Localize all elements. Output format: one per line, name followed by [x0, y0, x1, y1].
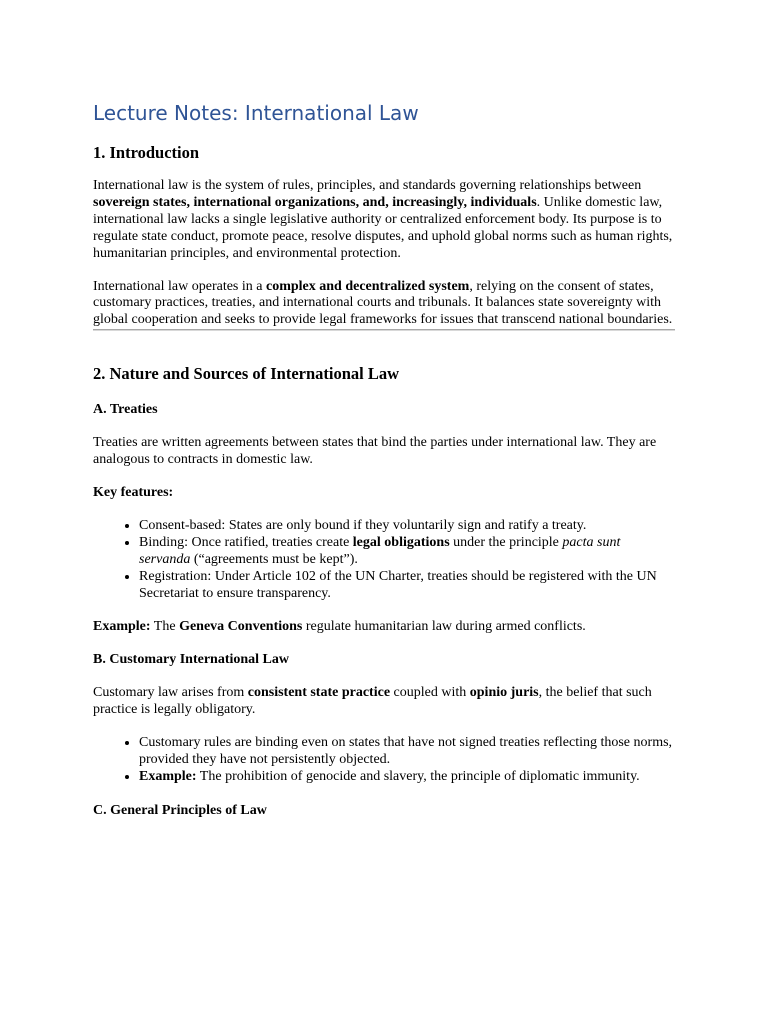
bold-run: opinio juris — [469, 685, 539, 701]
intro-paragraph-1 — [93, 178, 675, 263]
bold-run: Geneva Conventions — [179, 618, 303, 634]
document-content — [93, 99, 675, 820]
text-run: The prohibition of genocide and slavery, the principle of diplomatic immunity. — [196, 769, 640, 785]
bold-run: Key features: — [93, 485, 174, 501]
subheading-treaties: A. Treaties — [93, 402, 158, 418]
text-run: . Unlike domestic law, international law lacks a single legislative authority or centralized enforcement body. Its purpose is to regulate state conduct, promote peace, resolve disputes, and uphold global norms such as human rights, humanitarian principles, and environmental protection. — [93, 194, 673, 261]
text-run: under the principle — [449, 534, 563, 550]
text-run: International law is the system of rules, principles, and standards governing relationships between — [93, 178, 642, 193]
document-title: Lecture Notes: International Law — [93, 101, 419, 125]
treaties-paragraph: Treaties are written agreements between states that bind the parties under international law. They are analogous to contracts in domestic law. — [93, 435, 657, 468]
bold-run: Example: — [93, 618, 151, 634]
list-item: • Consent-based: States are only bound if they voluntarily sign and ratify a treaty. — [139, 518, 675, 535]
bold-run: Example: — [139, 769, 197, 785]
list-item: • Customary rules are binding even on states that have not signed treaties reflecting those norms, provided they have not persistently objected. — [139, 735, 675, 769]
text-run: (“agreements must be kept”). — [190, 551, 358, 567]
bold-run: sovereign states, international organizations, and, increasingly, individuals — [93, 194, 537, 210]
list-item — [139, 535, 675, 569]
text-run: Customary law arises from — [93, 685, 248, 701]
horizontal-divider — [93, 329, 675, 331]
treaty-features-list — [93, 518, 675, 603]
customary-list — [93, 735, 675, 786]
list-item — [139, 769, 675, 786]
text-run: The — [150, 618, 180, 634]
list-item: • Registration: Under Article 102 of the UN Charter, treaties should be registered with the UN Secretariat to ensure transparency. — [139, 569, 675, 603]
subheading-customary-law: B. Customary International Law — [93, 652, 290, 668]
bold-run: consistent state practice — [247, 685, 391, 701]
customary-paragraph — [93, 685, 675, 719]
italic-run: pacta sunt servanda — [139, 534, 621, 567]
text-run: , the belief that such practice is legally obligatory. — [93, 685, 652, 718]
text-run: , relying on the consent of states, customary practices, treaties, and international courts and tribunals. It balances state sovereignty with global cooperation and seeks to provide legal frameworks for issues that transcend national boundaries. — [93, 278, 673, 328]
treaties-example — [93, 619, 675, 636]
key-features-label — [93, 485, 675, 502]
intro-paragraph-2 — [93, 279, 675, 330]
bold-run: complex and decentralized system — [265, 278, 470, 294]
subheading-general-principles: C. General Principles of Law — [93, 802, 267, 818]
text-run: International law operates in a — [93, 278, 266, 294]
text-run: coupled with — [390, 685, 470, 701]
bold-run: legal obligations — [352, 534, 450, 550]
section-heading-nature-sources: 2. Nature and Sources of International Law — [93, 364, 400, 384]
text-run: regulate humanitarian law during armed conflicts. — [302, 618, 586, 634]
text-run: Binding: Once ratified, treaties create — [139, 534, 353, 550]
section-heading-introduction: 1. Introduction — [93, 143, 200, 162]
